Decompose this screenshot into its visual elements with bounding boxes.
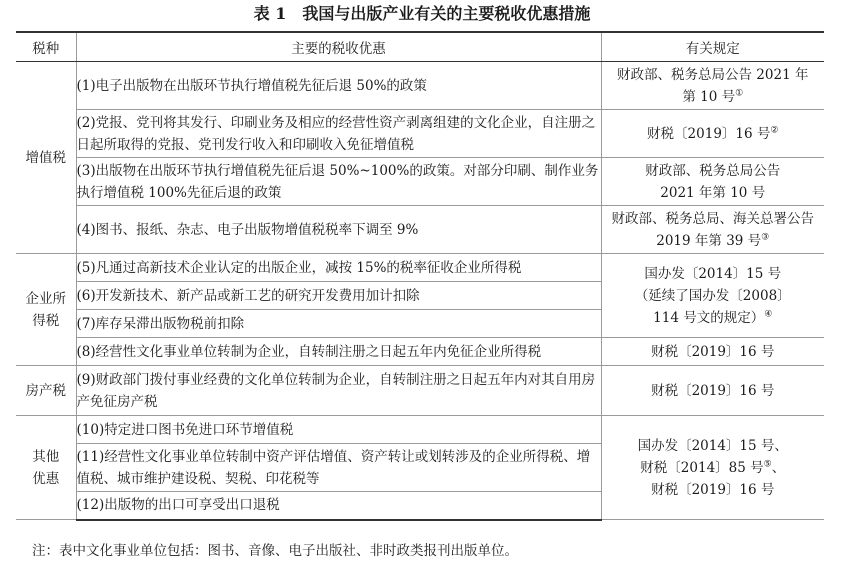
category-vat <box>16 62 76 254</box>
regulation-cell: 国办发〔2014〕15 号、 财税〔2014〕85 号⑤、 财税〔2019〕16 号 <box>601 416 824 520</box>
table-row <box>16 254 824 282</box>
benefit-cell: (3)出版物在出版环节执行增值税先征后退 50%~100%的政策。对部分印刷、制作业务执行增值税 100%先征后退的政策 <box>76 158 601 206</box>
benefit-cell: (2)党报、党刊将其发行、印刷业务及相应的经营性资产剥离组建的文化企业，自注册之日起所取得的党报、党刊发行收入和印刷收入免征增值税 <box>76 110 601 158</box>
benefit-cell: (4)图书、报纸、杂志、电子出版物增值税税率下调至 9% <box>76 206 601 254</box>
category-corporate-income-tax: 企业所 得税 <box>16 254 76 366</box>
table-footnote: 注：表中文化事业单位包括：图书、音像、电子出版社、非时政类报刊出版单位。 <box>32 543 518 559</box>
footnote-marker: ① <box>735 88 744 98</box>
category-property-tax: 房产税 <box>16 366 76 416</box>
benefit-cell: (6)开发新技术、新产品或新工艺的研究开发费用加计扣除 <box>76 282 601 310</box>
benefit-cell: (10)特定进口图书免进口环节增值税 <box>76 416 601 444</box>
footnote-marker: ③ <box>761 232 770 242</box>
category-other: 其他 优惠 <box>16 416 76 520</box>
footnote-marker: ④ <box>764 309 773 319</box>
footnote-marker: ② <box>770 125 779 135</box>
footnote-marker: ⑤ <box>763 459 772 469</box>
benefit-cell: (8)经营性文化事业单位转制为企业，自转制注册之日起五年内免征企业所得税 <box>76 338 601 366</box>
table-row <box>16 110 824 158</box>
table-row <box>16 366 824 416</box>
table-title: 表 1 我国与出版产业有关的主要税收优惠措施 <box>253 4 591 23</box>
regulation-cell: 财政部、税务总局、海关总署公告 2019 年第 39 号③ <box>601 206 824 254</box>
table-row <box>16 158 824 206</box>
header-main-benefit: 主要的税收优惠 <box>76 32 601 62</box>
table-header-row <box>16 32 824 62</box>
regulation-cell: 财税〔2019〕16 号② <box>601 110 824 158</box>
header-regulation: 有关规定 <box>601 32 824 62</box>
regulation-cell: 财政部、税务总局公告 2021 年 第 10 号① <box>601 62 824 110</box>
category-label: 增值税 <box>25 149 66 166</box>
table-row <box>16 338 824 366</box>
regulation-cell: 国办发〔2014〕15 号 （延续了国办发〔2008〕 114 号文的规定）④ <box>601 254 824 338</box>
table-row <box>16 206 824 254</box>
regulation-cell: 财税〔2019〕16 号 <box>601 366 824 416</box>
table-row <box>16 416 824 444</box>
benefit-cell: (9)财政部门拨付事业经费的文化单位转制为企业，自转制注册之日起五年内对其自用房产免征房产税 <box>76 366 601 416</box>
regulation-cell: 财政部、税务总局公告 2021 年第 10 号 <box>601 158 824 206</box>
header-tax-type: 税种 <box>16 32 76 62</box>
benefit-cell: (1)电子出版物在出版环节执行增值税先征后退 50%的政策 <box>76 62 601 110</box>
benefit-cell: (5)凡通过高新技术企业认定的出版企业，减按 15%的税率征收企业所得税 <box>76 254 601 282</box>
benefit-cell: (11)经营性文化事业单位转制中资产评估增值、资产转让或划转涉及的企业所得税、增值税、城市维护建设税、契税、印花税等 <box>76 444 601 492</box>
benefit-cell: (12)出版物的出口可享受出口退税 <box>76 492 601 520</box>
table-row <box>16 62 824 110</box>
regulation-cell: 财税〔2019〕16 号 <box>601 338 824 366</box>
tax-benefits-table <box>16 31 824 521</box>
benefit-cell: (7)库存呆滞出版物税前扣除 <box>76 310 601 338</box>
